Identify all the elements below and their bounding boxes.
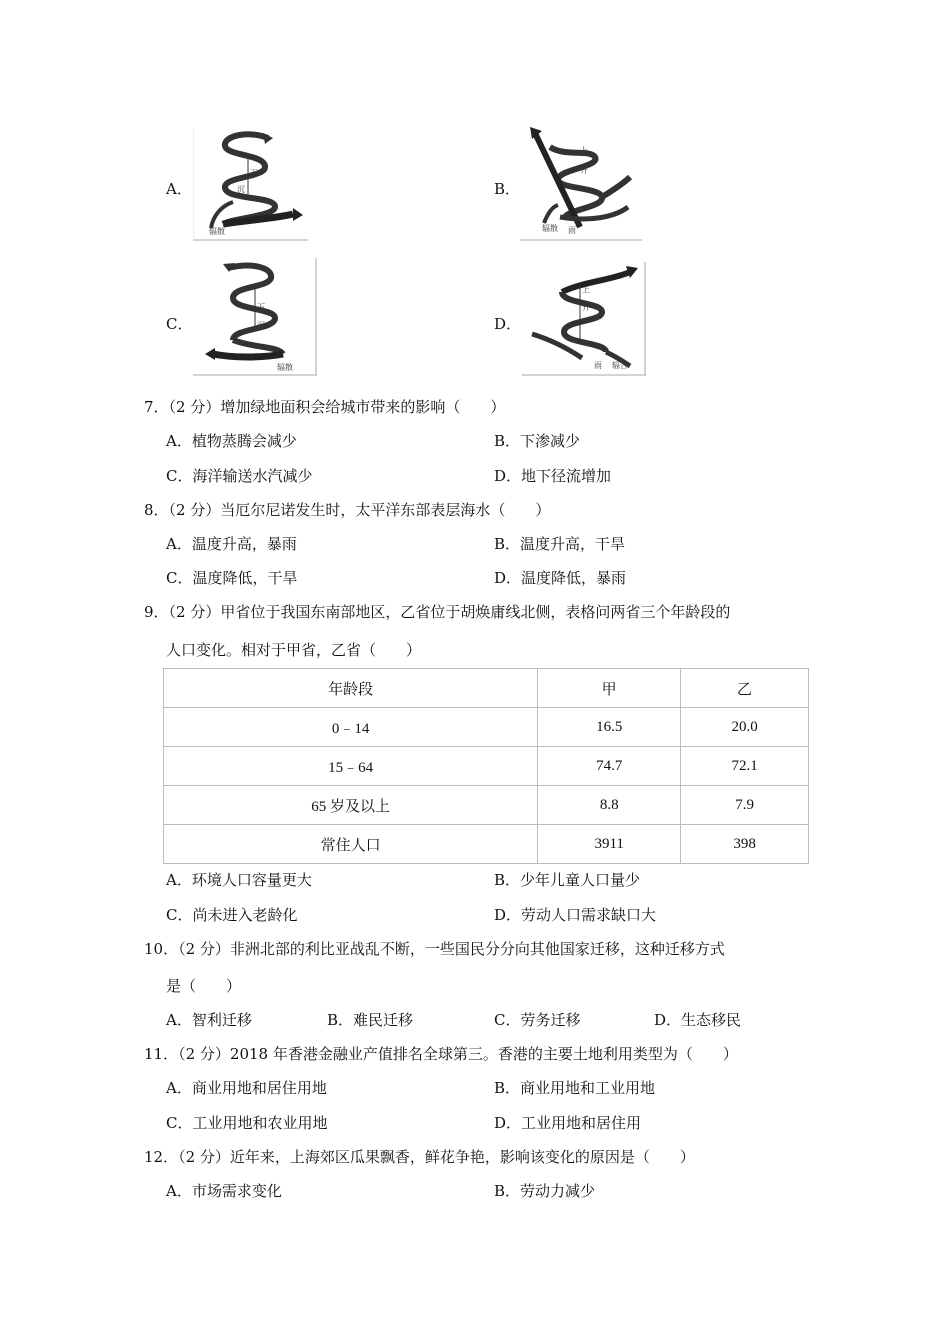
table-cell: 0﹣14 — [164, 708, 538, 747]
table-cell: 72.1 — [681, 747, 809, 786]
figure-b-label-4: 雨 — [568, 226, 576, 235]
table-header-cell: 甲 — [538, 669, 681, 708]
table-header-row — [164, 669, 809, 708]
q9-option-d[interactable]: D．劳动人口需求缺口大 — [494, 906, 657, 924]
q7-option-a[interactable]: A．植物蒸腾会减少 — [166, 432, 297, 450]
figure-d-ascending-diagram — [522, 262, 646, 376]
figure-a-label-3: 辐散 — [209, 227, 225, 236]
table-cell: 3911 — [538, 825, 681, 864]
table-row — [164, 825, 809, 864]
table-cell: 398 — [681, 825, 809, 864]
option-a-letter: A． — [166, 180, 192, 198]
q7-option-c[interactable]: C．海洋输送水汽减少 — [166, 467, 313, 485]
q8-option-b[interactable]: B．温度升高，干旱 — [494, 535, 626, 553]
option-b-letter: B． — [494, 180, 521, 198]
table-cell: 20.0 — [681, 708, 809, 747]
q7-stem: 7．（2 分）增加绿地面积会给城市带来的影响（ ） — [144, 398, 506, 416]
figure-c-label-3: 辐散 — [277, 363, 293, 372]
table-row — [164, 786, 809, 825]
q10-option-b[interactable]: B．难民迁移 — [327, 1011, 414, 1029]
q9-option-b[interactable]: B．少年儿童人口量少 — [494, 871, 641, 889]
figure-c-label-1: 下 — [257, 303, 265, 312]
table-cell: 16.5 — [538, 708, 681, 747]
table-cell: 常住人口 — [164, 825, 538, 864]
option-c-letter: C． — [166, 315, 193, 333]
q9-stem-line1: 9．（2 分）甲省位于我国东南部地区，乙省位于胡焕庸线北侧，表格问两省三个年龄段的 — [144, 603, 731, 621]
q10-stem-line2: 是（ ） — [166, 977, 242, 995]
q10-option-d[interactable]: D．生态移民 — [654, 1011, 742, 1029]
figure-d-label-1: 上 — [582, 285, 590, 294]
table-cell: 74.7 — [538, 747, 681, 786]
q12-stem: 12．（2 分）近年来，上海郊区瓜果飘香，鲜花争艳，影响该变化的原因是（ ） — [144, 1148, 695, 1166]
q12-option-a[interactable]: A．市场需求变化 — [166, 1182, 282, 1200]
table-cell: 8.8 — [538, 786, 681, 825]
q8-option-d[interactable]: D．温度降低，暴雨 — [494, 569, 627, 587]
table-cell: 65 岁及以上 — [164, 786, 538, 825]
q11-option-c[interactable]: C．工业用地和农业用地 — [166, 1114, 328, 1132]
figure-b-label-1: 上 — [580, 146, 588, 155]
q11-option-b[interactable]: B．商业用地和工业用地 — [494, 1079, 656, 1097]
q9-option-a[interactable]: A．环境人口容量更大 — [166, 871, 312, 889]
q11-stem: 11．（2 分）2018 年香港金融业产值排名全球第三。香港的主要土地利用类型为（ ） — [144, 1045, 738, 1063]
q12-option-b[interactable]: B．劳动力减少 — [494, 1182, 596, 1200]
table-header-cell: 年龄段 — [164, 669, 538, 708]
q8-stem: 8．（2 分）当厄尔尼诺发生时，太平洋东部表层海水（ ） — [144, 501, 551, 519]
figure-b-label-2: 升 — [580, 166, 588, 175]
q10-option-a[interactable]: A．智利迁移 — [166, 1011, 252, 1029]
q11-option-a[interactable]: A．商业用地和居住用地 — [166, 1079, 327, 1097]
q8-option-c[interactable]: C．温度降低，干旱 — [166, 569, 298, 587]
figure-a-label-2: 沉 — [237, 185, 245, 194]
option-d-letter: D． — [494, 315, 522, 333]
q11-option-d[interactable]: D．工业用地和居住用 — [494, 1114, 642, 1132]
table-row — [164, 747, 809, 786]
figure-b-label-3: 辐散 — [542, 224, 558, 233]
table-header-cell: 乙 — [681, 669, 809, 708]
table-row — [164, 708, 809, 747]
population-table — [163, 668, 809, 864]
table-cell: 15﹣64 — [164, 747, 538, 786]
figure-c-label-2: 沉 — [257, 321, 265, 330]
q9-stem-line2: 人口变化。相对于甲省，乙省（ ） — [166, 641, 422, 659]
table-cell: 7.9 — [681, 786, 809, 825]
q7-option-d[interactable]: D．地下径流增加 — [494, 467, 612, 485]
figure-a-label-1: 下 — [250, 169, 258, 178]
q8-option-a[interactable]: A．温度升高，暴雨 — [166, 535, 297, 553]
q7-option-b[interactable]: B．下渗减少 — [494, 432, 581, 450]
figure-a-subsidence-diagram — [193, 128, 308, 241]
q10-option-c[interactable]: C．劳务迁移 — [494, 1011, 581, 1029]
q10-stem-line1: 10．（2 分）非洲北部的利比亚战乱不断，一些国民分分向其他国家迁移，这种迁移方式 — [144, 940, 725, 958]
figure-d-label-2: 升 — [582, 303, 590, 312]
q9-option-c[interactable]: C．尚未进入老龄化 — [166, 906, 298, 924]
figure-b-ascending-diagram — [520, 127, 642, 241]
figure-d-label-3: 雨 — [594, 361, 602, 370]
figure-c-subsidence-diagram — [193, 258, 317, 376]
figure-d-label-4: 辐合 — [612, 361, 628, 370]
